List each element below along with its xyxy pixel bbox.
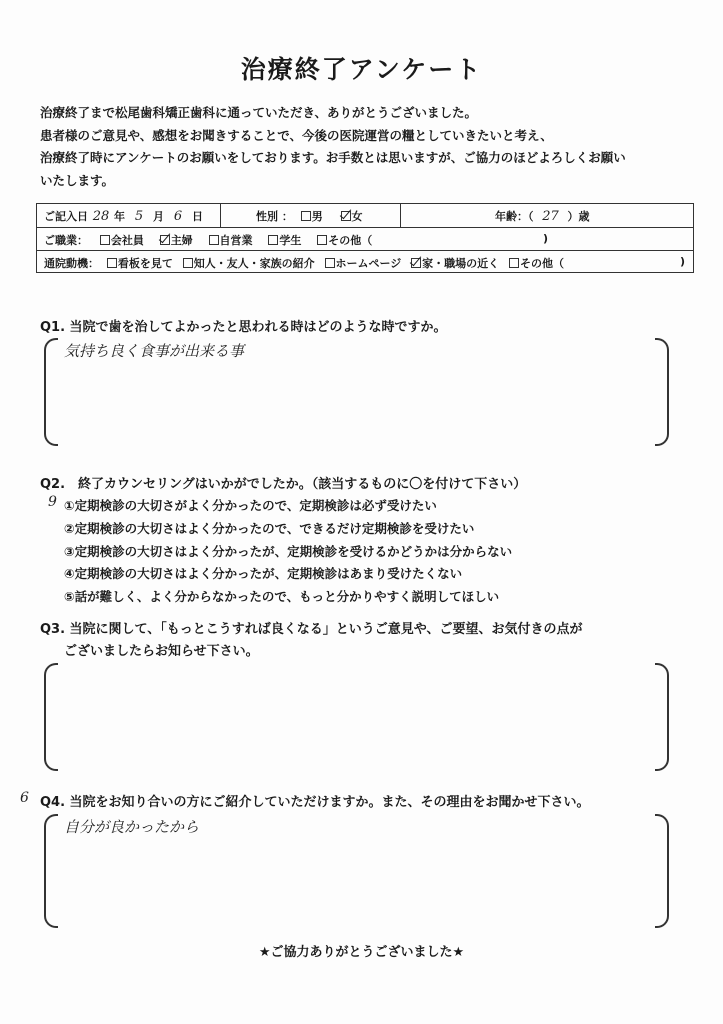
job-option: 自営業 [219, 234, 253, 247]
q2-option-4[interactable]: ④定期検診の大切さはよく分かったが、定期検診はあまり受けたくない [64, 566, 463, 581]
motive-option: その他（ [520, 257, 564, 270]
q2-handwritten-mark: 9 [48, 494, 57, 510]
q2-question: Q2. 終了カウンセリングはいかがでしたか。（該当するものに〇を付けて下さい） [40, 477, 527, 492]
intro-line-3: 治療終了時にアンケートのお願いをしております。お手数とは思いますが、ご協力のほどよろしくお願い [40, 150, 626, 165]
q4-answer-bracket-right [655, 814, 669, 928]
job-option: 主婦 [170, 234, 193, 247]
age-unit: ）歳 [567, 210, 590, 223]
date-day: 6 [173, 209, 183, 224]
date-row [44, 208, 203, 224]
year-unit: 年 [114, 210, 125, 223]
job-label: ご職業： [44, 234, 88, 247]
intro-line-4: いたします。 [40, 173, 115, 188]
intro-line-2: 患者様のご意見や、感想をお聞きすることで、今後の医院運営の糧としていきたいと考え、 [40, 128, 553, 143]
job-company-checkbox[interactable] [100, 235, 110, 245]
gender-label: 性別 ： [256, 210, 293, 223]
q2-option-2[interactable]: ②定期検診の大切さはよく分かったので、できるだけ定期検診を受けたい [64, 521, 475, 536]
motive-option: ホームページ [335, 257, 402, 270]
q3-answer-bracket-right [655, 663, 669, 771]
age-value: 27 [542, 209, 559, 224]
q1-answer[interactable]: 気持ち良く食事が出来る事 [64, 342, 245, 360]
job-other-close: ) [543, 232, 549, 245]
job-other-checkbox[interactable] [317, 235, 327, 245]
gender-male-label: 男 [311, 210, 323, 223]
q1-question: Q1. 当院で歯を治してよかったと思われる時はどのような時ですか。 [40, 320, 447, 335]
motive-option: 家・職場の近く [422, 257, 500, 270]
q1-answer-bracket-right [655, 338, 669, 446]
intro-line-1: 治療終了まで松尾歯科矯正歯科に通っていただき、ありがとうございました。 [40, 105, 478, 120]
motive-option: 知人・友人・家族の紹介 [193, 257, 315, 270]
job-option: 学生 [279, 234, 302, 247]
age-row [495, 208, 590, 224]
month-unit: 月 [153, 210, 164, 223]
motive-other-checkbox[interactable] [509, 258, 519, 268]
q4-handwritten-mark: 6 [20, 790, 29, 806]
motive-other-close: ) [680, 255, 686, 268]
q2-option-1[interactable]: ①定期検診の大切さがよく分かったので、定期検診は必ず受けたい [64, 498, 437, 513]
table-divider [36, 227, 694, 228]
q3-question-line-1: Q3. 当院に関して、「もっとこうすれば良くなる」というご意見や、ご要望、お気付きの点が [40, 622, 583, 637]
day-unit: 日 [192, 210, 203, 223]
motive-option: 看板を見て [117, 257, 173, 270]
q2-option-3[interactable]: ③定期検診の大切さはよく分かったが、定期検診を受けるかどうかは分からない [64, 544, 513, 559]
table-divider [220, 203, 221, 227]
date-year: 28 [92, 209, 110, 224]
date-month: 5 [134, 209, 144, 224]
motive-label: 通院動機： [44, 257, 99, 270]
motive-referral-checkbox[interactable] [183, 258, 193, 268]
gender-female-label: 女 [351, 210, 363, 223]
motive-nearby-checkbox[interactable] [411, 258, 421, 268]
motive-sign-checkbox[interactable] [107, 258, 117, 268]
gender-female-checkbox[interactable] [341, 211, 351, 221]
q4-question: Q4. 当院をお知り合いの方にご紹介していただけますか。また、その理由をお聞かせ下さい。 [40, 795, 590, 810]
gender-male-checkbox[interactable] [301, 211, 311, 221]
gender-row [256, 208, 363, 224]
page-title: 治療終了アンケート [240, 55, 483, 84]
job-row [44, 232, 372, 248]
q1-answer-bracket-left [44, 338, 58, 446]
motive-homepage-checkbox[interactable] [325, 258, 335, 268]
job-option: その他（ [328, 234, 373, 247]
age-label: 年齢：（ [495, 210, 534, 223]
motive-row [44, 255, 564, 271]
q4-answer-bracket-left [44, 814, 58, 928]
date-label: ご記入日 [44, 210, 88, 223]
job-selfemployed-checkbox[interactable] [209, 235, 219, 245]
job-option: 会社員 [110, 234, 144, 247]
q4-answer[interactable]: 自分が良かったから [64, 818, 200, 836]
table-divider [36, 250, 694, 251]
q2-option-5[interactable]: ⑤話が難しく、よく分からなかったので、もっと分かりやすく説明してほしい [64, 589, 500, 604]
q3-question-line-2: ございましたらお知らせ下さい。 [64, 644, 259, 659]
job-student-checkbox[interactable] [268, 235, 278, 245]
table-divider [400, 203, 401, 227]
q3-answer-bracket-left [44, 663, 58, 771]
footer-thanks: ★ご協力ありがとうございました★ [258, 945, 465, 960]
job-housewife-checkbox[interactable] [160, 235, 170, 245]
